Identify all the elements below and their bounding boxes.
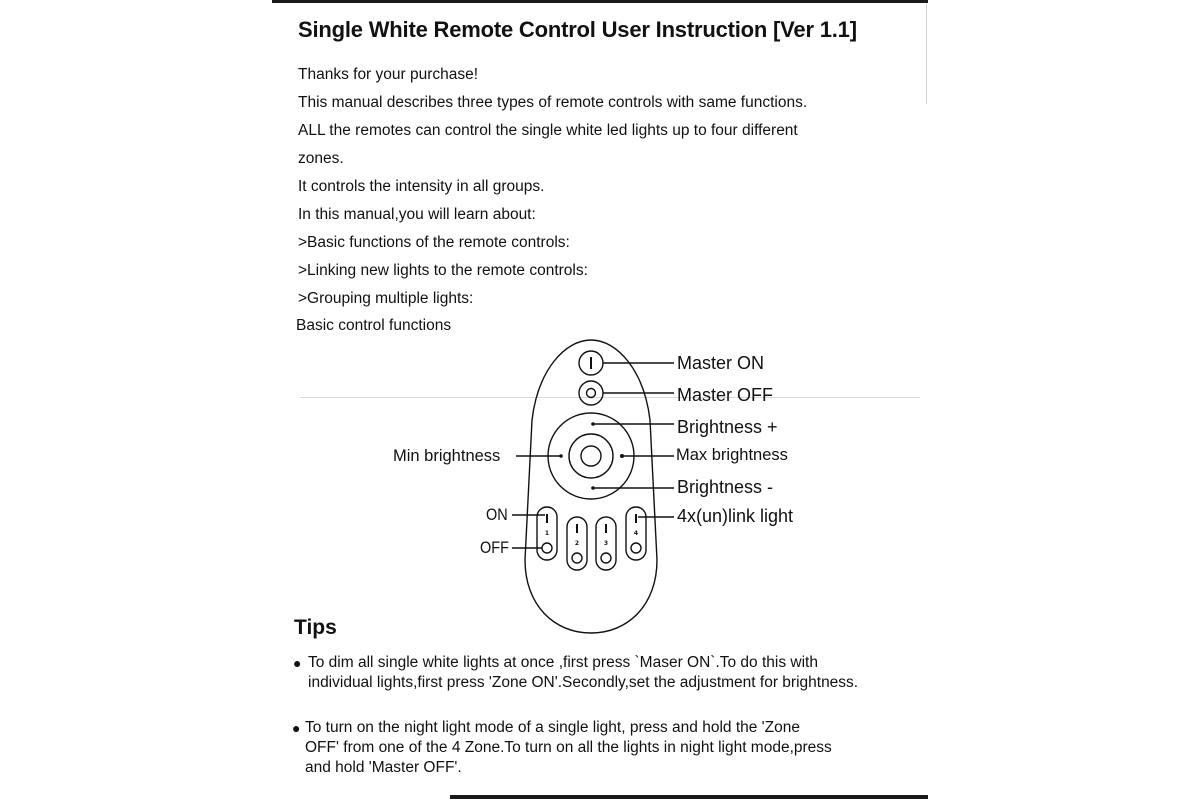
label-max-brightness: Max brightness	[676, 446, 788, 464]
bullet-icon: ●	[293, 655, 302, 671]
label-zone-on: ON	[486, 505, 508, 524]
zone-1-number: 1	[544, 530, 550, 537]
label-brightness-down: Brightness -	[677, 477, 774, 497]
zone-3-number: 3	[603, 540, 609, 547]
tip-2-line-3: and hold 'Master OFF'.	[305, 759, 462, 776]
tip-1-line-2: individual lights,first press 'Zone ON'.Secondly,set the adjustment for brightness.	[308, 674, 859, 691]
toc-item-grouping: >Grouping multiple lights:	[298, 290, 474, 307]
zone-4-number: 4	[633, 530, 639, 537]
label-master-on: Master ON	[677, 353, 765, 373]
intro-line: This manual describes three types of remote controls with same functions.	[298, 94, 808, 111]
remote-body-outline	[525, 340, 657, 633]
intro-line: In this manual,you will learn about:	[298, 206, 536, 223]
label-brightness-up: Brightness +	[677, 417, 778, 437]
bullet-icon: ●	[292, 720, 301, 736]
label-min-brightness: Min brightness	[393, 447, 501, 465]
toc-item-linking: >Linking new lights to the remote controls:	[298, 262, 588, 279]
label-zone-off: OFF	[480, 538, 509, 557]
tips-heading: Tips	[294, 616, 337, 639]
intro-line: Thanks for your purchase!	[298, 66, 479, 83]
label-link-light: 4x(un)link light	[677, 506, 794, 526]
center-button-icon	[581, 446, 601, 466]
intro-line: ALL the remotes can control the single white led lights up to four different	[298, 122, 798, 139]
document-title: Single White Remote Control User Instruction [Ver 1.1]	[298, 17, 857, 42]
toc-item-basic-functions: >Basic functions of the remote controls:	[298, 234, 570, 251]
intro-line: It controls the intensity in all groups.	[298, 178, 545, 195]
tip-2-line-1: To turn on the night light mode of a single light, press and hold the 'Zone	[305, 719, 800, 736]
label-master-off: Master OFF	[677, 385, 774, 405]
zone-2-number: 2	[574, 540, 580, 547]
tip-2-line-2: OFF' from one of the 4 Zone.To turn on all the lights in night light mode,press	[305, 739, 832, 756]
intro-line: zones.	[298, 150, 344, 167]
master-off-button-icon	[579, 381, 603, 405]
tip-1-line-1: To dim all single white lights at once ,first press `Maser ON`.To do this with	[308, 654, 818, 671]
section-heading-basic-control: Basic control functions	[296, 317, 452, 334]
